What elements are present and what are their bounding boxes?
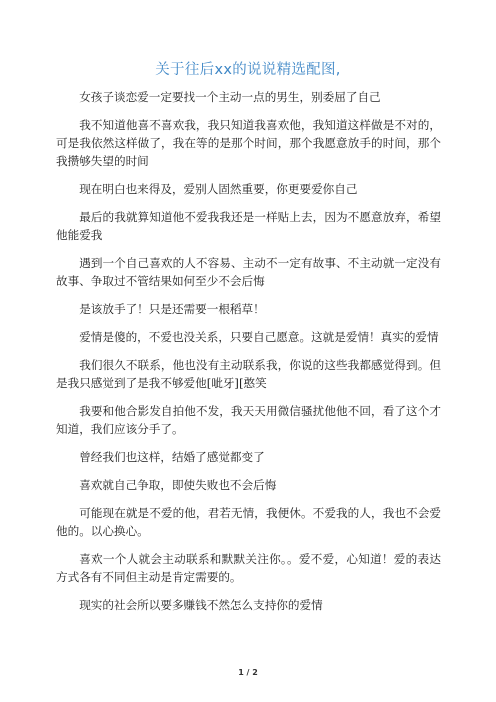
paragraph: 爱情是傻的，不爱也没关系，只要自己愿意。这就是爱情！真实的爱情 xyxy=(79,330,439,344)
page-number: 1 / 2 xyxy=(238,668,258,677)
paragraph: 是该放手了！只是还需要一根稻草！ xyxy=(79,302,265,316)
paragraph: 我们很久不联系，他也没有主动联系我，你说的这些我都感觉得到。但是我只感觉到了是我不够爱他[呲牙][憨笑 xyxy=(56,358,441,390)
paragraph: 我要和他合影发自拍他不发，我天天用微信骚扰他他不回，看了这个才知道，我们应该分手了。 xyxy=(56,404,441,436)
paragraph: 可能现在就是不爱的他，君若无情，我便休。不爱我的人，我也不会爱他的。以心换心。 xyxy=(56,506,441,538)
paragraph: 我不知道他喜不喜欢我，我只知道我喜欢他，我知道这样做是不对的，可是我依然这样做了，我在等的是那个时间，那个我愿意放手的时间，那个我攒够失望的时间 xyxy=(56,118,441,168)
document-title: 关于往后xx的说说精选配图, xyxy=(155,62,341,78)
paragraph: 曾经我们也这样，结婚了感觉都变了 xyxy=(79,450,265,464)
paragraph: 现在明白也来得及，爱别人固然重要，你更要爱你自己 xyxy=(79,182,358,196)
paragraph: 女孩子谈恋爱一定要找一个主动一点的男生，别委屈了自己 xyxy=(79,90,381,104)
paragraph: 现实的社会所以要多赚钱不然怎么支持你的爱情 xyxy=(79,598,323,612)
paragraph: 最后的我就算知道他不爱我我还是一样贴上去，因为不愿意放弃，希望他能爱我 xyxy=(56,210,441,242)
paragraph: 喜欢一个人就会主动联系和默默关注你。。爱不爱，心知道！爱的表达方式各有不同但主动是肯定需要的。 xyxy=(56,552,441,584)
paragraph: 遇到一个自己喜欢的人不容易、主动不一定有故事、不主动就一定没有故事、争取过不管结果如何至少不会后悔 xyxy=(56,256,441,288)
paragraph: 喜欢就自己争取，即使失败也不会后悔 xyxy=(79,478,277,492)
document-body xyxy=(56,88,441,624)
